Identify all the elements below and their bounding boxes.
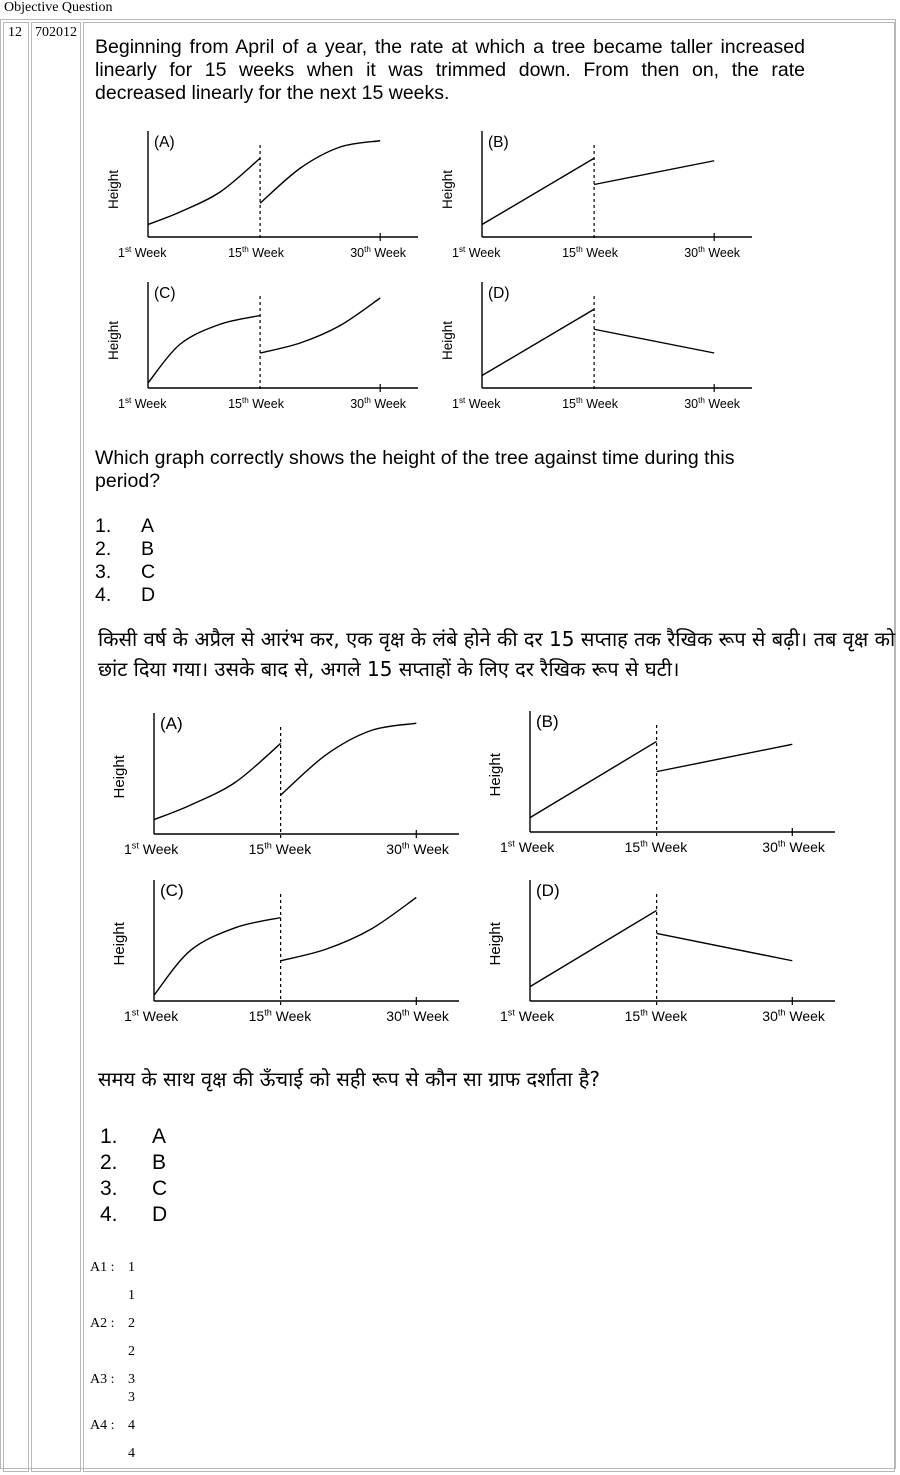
x-tick-label: 30th Week bbox=[762, 1007, 825, 1024]
x-tick-label: 15th Week bbox=[248, 1007, 312, 1024]
graph-title: (D) bbox=[488, 285, 510, 302]
x-tick-label: 15th Week bbox=[624, 838, 688, 855]
x-tick-label: 15th Week bbox=[248, 840, 312, 857]
y-axis-label: Height bbox=[487, 753, 504, 797]
answer-label: A2 : bbox=[90, 1316, 115, 1331]
x-tick-label: 1st Week bbox=[500, 838, 555, 855]
x-tick-label: 1st Week bbox=[124, 840, 179, 857]
x-tick-label: 1st Week bbox=[500, 1007, 555, 1024]
x-tick-label: 30th Week bbox=[350, 245, 407, 260]
x-tick-label: 15th Week bbox=[562, 245, 618, 260]
options-hindi bbox=[100, 1124, 167, 1228]
question-text-hindi: किसी वर्ष के अप्रैल से आरंभ कर, एक वृक्ष के लंबे होने की दर 15 सप्ताह तक रैखिक रूप से बढ़ी। तब वृक्ष को छांट दिया गया। उसके बाद से, अगले 15 सप्ताहों के लिए दर रैखिक रूप से घटी। bbox=[98, 627, 896, 681]
answer-value: 1 bbox=[128, 1288, 135, 1303]
x-tick-label: 1st Week bbox=[124, 1007, 179, 1024]
answer-label: A3 : bbox=[90, 1372, 115, 1387]
answer-4 bbox=[90, 1418, 135, 1461]
option-3: 3. C bbox=[95, 561, 156, 583]
x-tick-label: 30th Week bbox=[386, 1007, 449, 1024]
answer-value: 1 bbox=[128, 1260, 135, 1275]
graph-title: (B) bbox=[536, 712, 559, 731]
answer-value: 3 bbox=[128, 1372, 135, 1387]
y-axis-label: Height bbox=[487, 922, 504, 966]
x-tick-label: 15th Week bbox=[562, 396, 618, 411]
y-axis-label: Height bbox=[106, 320, 121, 360]
option-4: 4. D bbox=[95, 584, 156, 606]
graph-title: (C) bbox=[154, 285, 176, 302]
graph-title: (A) bbox=[154, 134, 175, 151]
answer-value: 3 bbox=[128, 1390, 135, 1405]
x-tick-label: 1st Week bbox=[452, 396, 501, 411]
prompt-hindi: समय के साथ वृक्ष की ऊँचाई को सही रूप से कौन सा ग्राफ दर्शाता है? bbox=[98, 1067, 601, 1091]
answer-value: 2 bbox=[128, 1344, 135, 1359]
x-tick-label: 1st Week bbox=[118, 396, 167, 411]
y-axis-label: Height bbox=[440, 169, 455, 209]
answer-value: 4 bbox=[128, 1446, 135, 1461]
graph-title: (A) bbox=[160, 714, 183, 733]
graph-title: (B) bbox=[488, 134, 509, 151]
option-1: 1. A bbox=[100, 1125, 167, 1148]
option-2: 2. B bbox=[100, 1151, 167, 1174]
series-line-2 bbox=[657, 933, 793, 960]
graph-title: (C) bbox=[160, 881, 184, 900]
answer-1 bbox=[90, 1260, 135, 1303]
option-2: 2. B bbox=[95, 538, 155, 560]
x-tick-label: 15th Week bbox=[228, 245, 284, 260]
series-line-1 bbox=[530, 910, 657, 986]
x-tick-label: 30th Week bbox=[684, 245, 741, 260]
option-4: 4. D bbox=[100, 1203, 168, 1226]
prompt-english: Which graph correctly shows the height of the tree against time during this period? bbox=[95, 447, 735, 492]
answer-3 bbox=[90, 1372, 135, 1405]
x-tick-label: 15th Week bbox=[624, 1007, 688, 1024]
question-number: 12 bbox=[3, 22, 29, 1472]
y-axis-label: Height bbox=[111, 922, 128, 966]
x-tick-label: 1st Week bbox=[118, 245, 167, 260]
option-1: 1. A bbox=[95, 515, 155, 537]
answer-value: 2 bbox=[128, 1316, 135, 1331]
y-axis-label: Height bbox=[440, 320, 455, 360]
x-tick-label: 30th Week bbox=[684, 396, 741, 411]
answer-label: A1 : bbox=[90, 1260, 115, 1275]
answer-label: A4 : bbox=[90, 1418, 115, 1433]
x-tick-label: 1st Week bbox=[452, 245, 501, 260]
graph-title: (D) bbox=[536, 881, 560, 900]
x-tick-label: 30th Week bbox=[762, 838, 825, 855]
option-3: 3. C bbox=[100, 1177, 168, 1200]
y-axis-label: Height bbox=[106, 169, 121, 209]
x-tick-label: 30th Week bbox=[386, 840, 449, 857]
x-tick-label: 15th Week bbox=[228, 396, 284, 411]
x-tick-label: 30th Week bbox=[350, 396, 407, 411]
section-header: Objective Question bbox=[4, 0, 113, 15]
answer-2 bbox=[90, 1316, 135, 1359]
question-text-english: Beginning from April of a year, the rate at which a tree became taller increased linearly for 15 weeks when it was trimmed down. From then on, the rate decreased linearly for the next 15 weeks. bbox=[95, 36, 805, 104]
question-id: 702012 bbox=[31, 22, 81, 1472]
y-axis-label: Height bbox=[111, 755, 128, 799]
answer-value: 4 bbox=[128, 1418, 135, 1433]
